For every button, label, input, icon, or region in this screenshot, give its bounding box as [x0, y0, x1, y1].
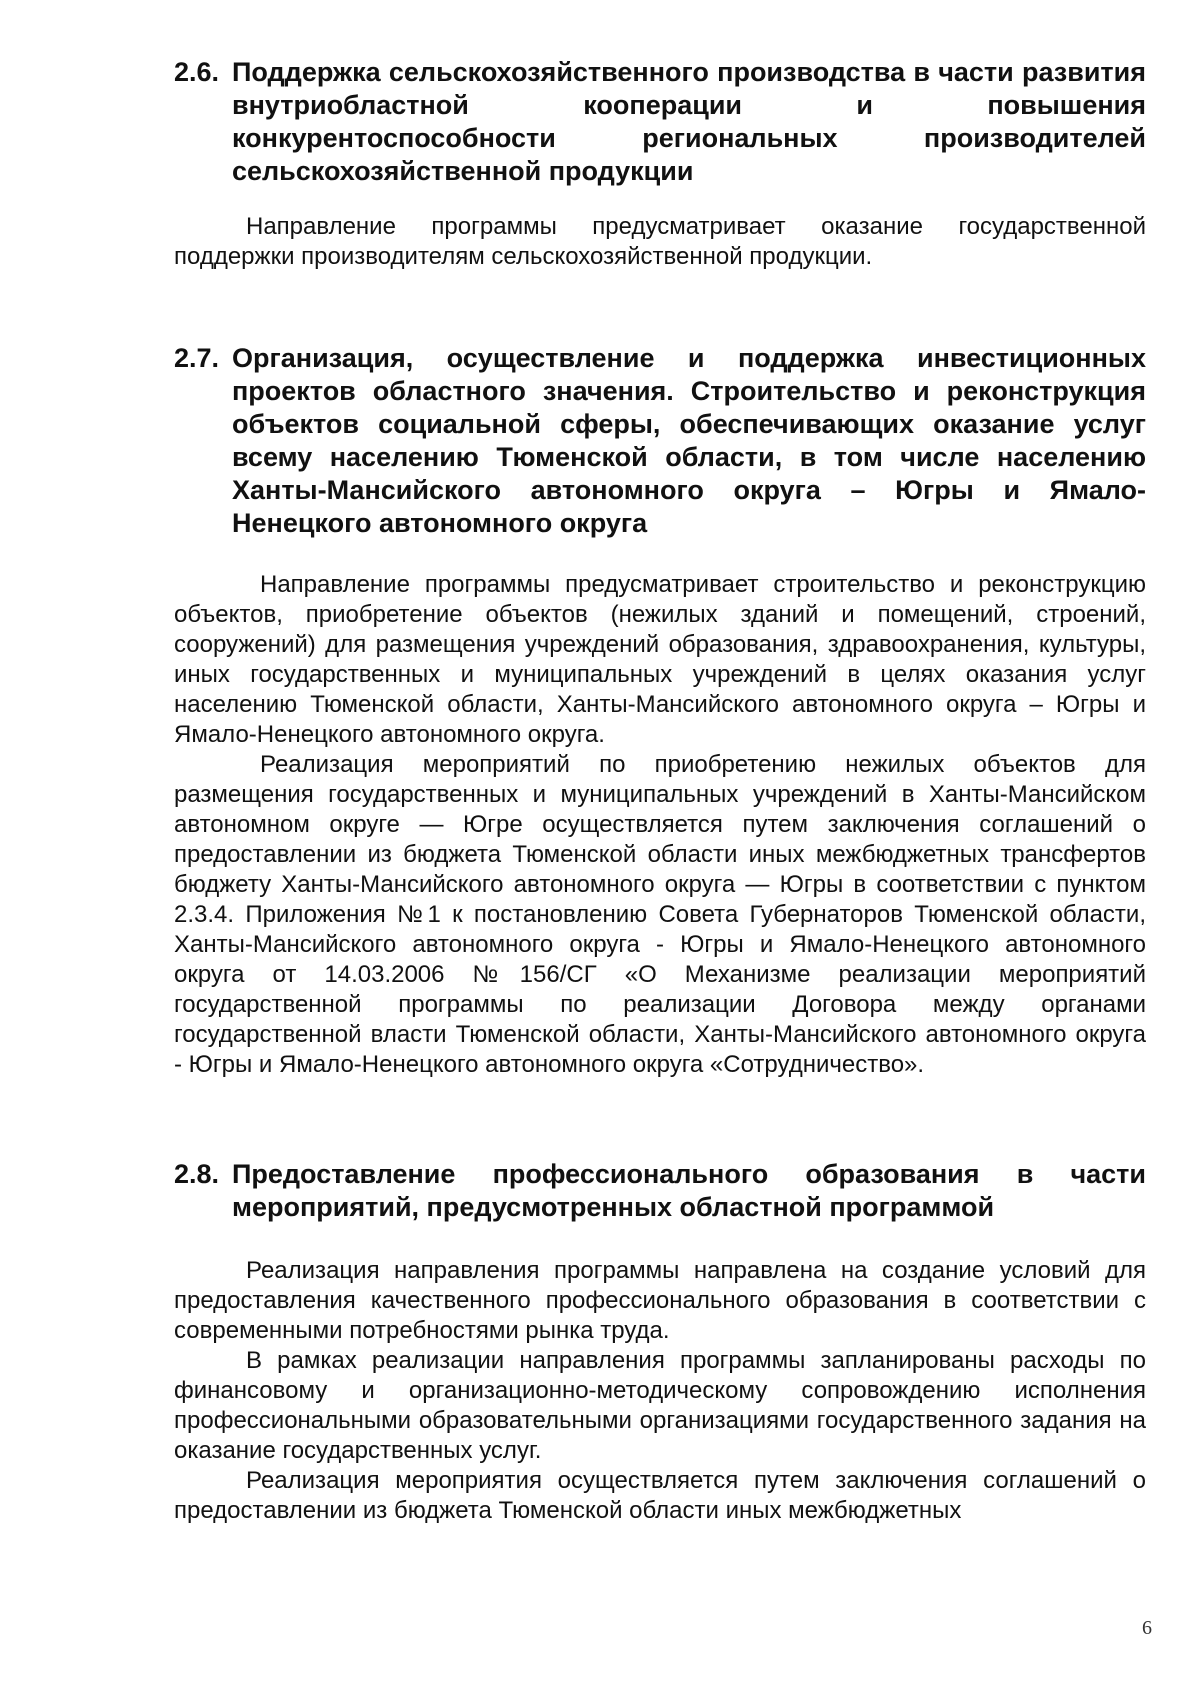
section-2-6 [174, 56, 1146, 272]
section-number: 2.8. [174, 1159, 220, 1189]
section-title: Организация, осуществление и поддержка инвестиционных проектов областного значения. Строительство и реконструкция объектов социальной сферы, обеспечивающих оказание услуг всему населению Тюменской области, в том числе населению Ханты-Мансийского автономного округа – Югры и Ямало-Ненецкого автономного округа [232, 343, 1146, 538]
section-title: Поддержка сельскохозяйственного производства в части развития внутриобластной кооперации и повышения конкурентоспособности региональных производителей сельскохозяйственной продукции [232, 57, 1146, 186]
paragraph: Реализация мероприятий по приобретению нежилых объектов для размещения государственных и муниципальных учреждений в Ханты-Мансийском автономном округе — Югре осуществляется путем заключения соглашений о предоставлении из бюджета Тюменской области иных межбюджетных трансфертов бюджету Ханты-Мансийского автономного округа — Югры в соответствии с пунктом 2.3.4. Приложения №1 к постановлению Совета Губернаторов Тюменской области, Ханты-Мансийского автономного округа - Югры и Ямало-Ненецкого автономного округа от 14.03.2006 №156/СГ «О Механизме реализации мероприятий государственной программы по реализации Договора между органами государственной власти Тюменской области, Ханты-Мансийского автономного округа - Югры и Ямало-Ненецкого автономного округа «Сотрудничество». [174, 751, 1146, 1078]
section-title: Предоставление профессионального образования в части мероприятий, предусмотренных областной программой [232, 1159, 1146, 1222]
paragraph: Реализация мероприятия осуществляется путем заключения соглашений о предоставлении из бюджета Тюменской области иных межбюджетных [174, 1467, 1146, 1524]
paragraph: В рамках реализации направления программы запланированы расходы по финансовому и организационно-методическому сопровождению исполнения профессиональными образовательными организациями государственного задания на оказание государственных услуг. [174, 1347, 1146, 1464]
paragraph: Направление программы предусматривает строительство и реконструкцию объектов, приобретение объектов (нежилых зданий и помещений, строений, сооружений) для размещения учреждений образования, здравоохранения, культуры, иных государственных и муниципальных учреждений в целях оказания услуг населению Тюменской области, Ханты-Мансийского автономного округа – Югры и Ямало-Ненецкого автономного округа. [174, 571, 1146, 748]
section-number: 2.6. [174, 57, 220, 87]
section-heading [174, 1158, 1146, 1224]
section-2-7 [174, 342, 1146, 1080]
section-heading [174, 342, 1146, 540]
page-number: 6 [1142, 1617, 1152, 1639]
section-number: 2.7. [174, 343, 220, 373]
page-content [174, 56, 1146, 1526]
section-2-8 [174, 1158, 1146, 1526]
paragraph: Направление программы предусматривает оказание государственной поддержки производителям сельскохозяйственной продукции. [174, 213, 1146, 270]
section-heading [174, 56, 1146, 188]
paragraph: Реализация направления программы направлена на создание условий для предоставления качественного профессионального образования в соответствии с современными потребностями рынка труда. [174, 1257, 1146, 1344]
